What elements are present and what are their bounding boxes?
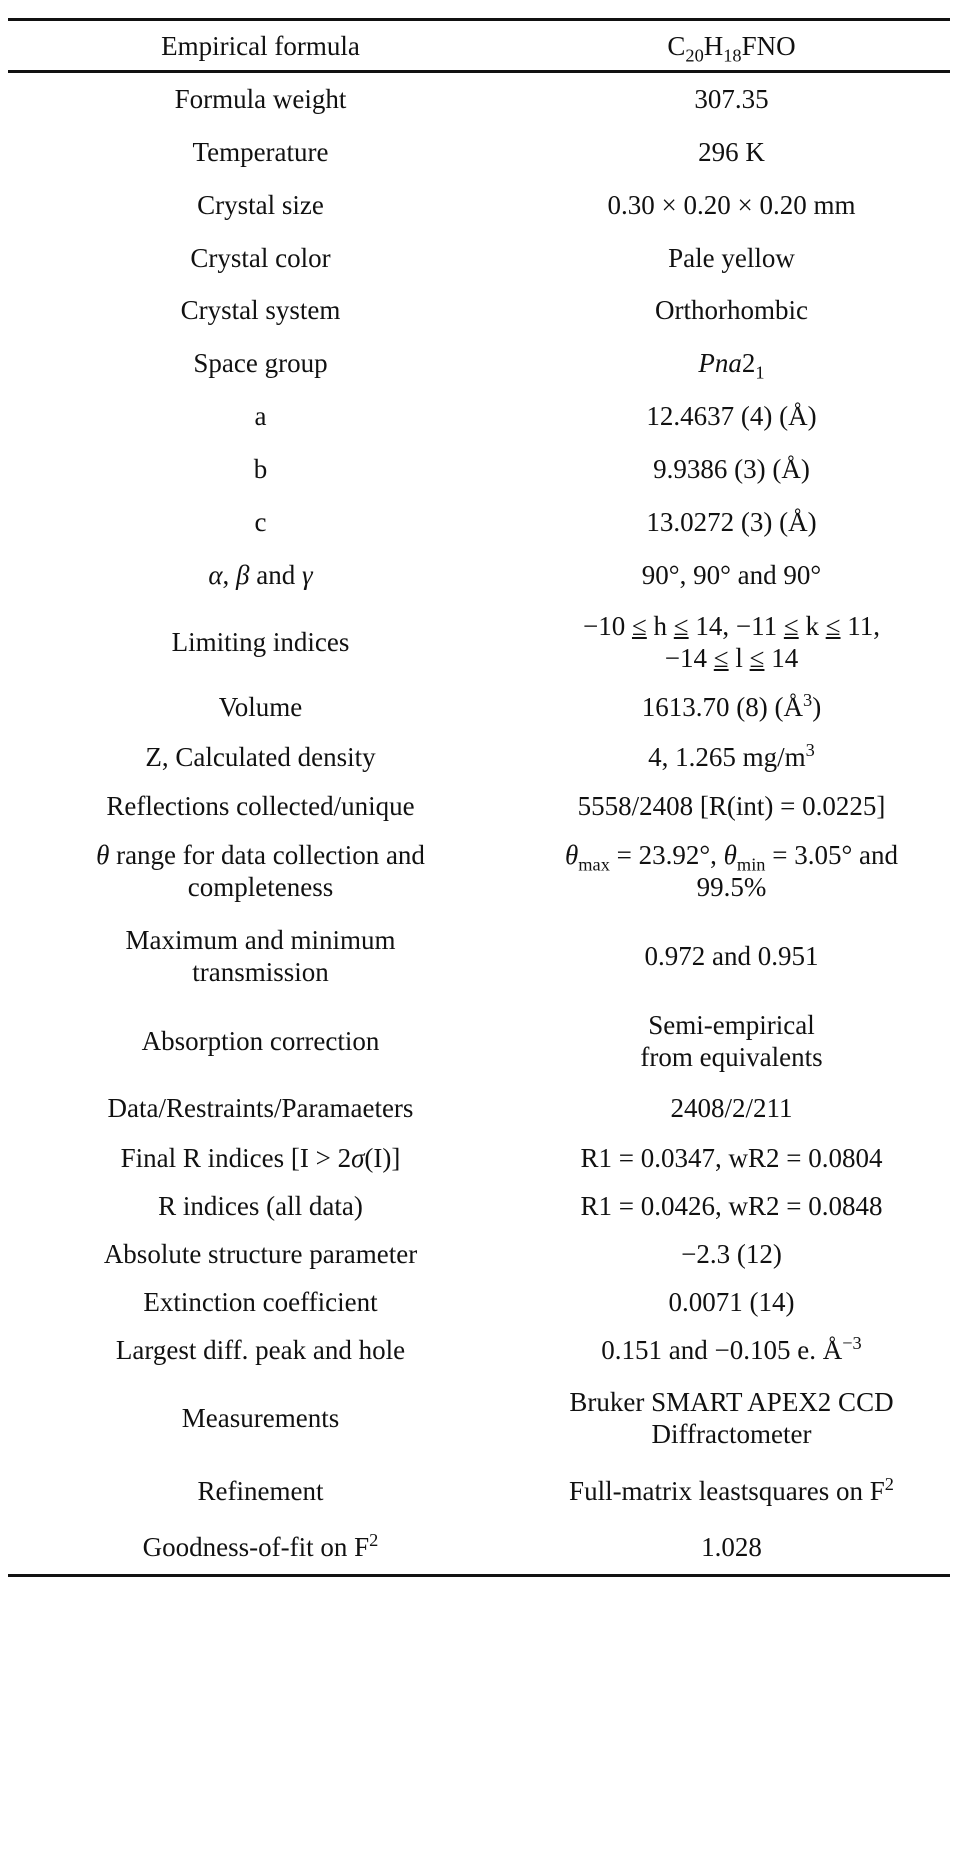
- table-row: [8, 1134, 950, 1182]
- row-label: Space group: [193, 348, 328, 378]
- table-row: [8, 72, 950, 126]
- table-row: [8, 1230, 950, 1278]
- table-row: [8, 284, 950, 337]
- row-label: α, β and γ: [208, 560, 313, 590]
- row-label: Goodness-of-fit on $F^2$: [142, 1529, 379, 1562]
- table-row: [8, 1520, 950, 1576]
- header-row: [8, 20, 950, 72]
- table-row: [8, 1278, 950, 1326]
- row-value: Orthorhombic: [655, 295, 808, 325]
- row-label: Data/Restraints/Paramaeters: [107, 1092, 414, 1123]
- row-label: Maximum and minimum transmission: [125, 924, 396, 987]
- crystal-data-table-wrapper: [8, 18, 950, 1577]
- table-row: [8, 549, 950, 602]
- row-value: Full-matrix leastsquares on $F^2$: [569, 1473, 894, 1506]
- row-label: Temperature: [192, 137, 329, 167]
- row-value: −10 ≤ h ≤ 14, −11 ≤ k ≤ 11, −14 ≤ l ≤ 14: [582, 610, 881, 673]
- table-row: [8, 782, 950, 830]
- row-label: R indices (all data): [158, 1190, 363, 1221]
- table-row: [8, 1374, 950, 1462]
- row-label: Z, Calculated density: [145, 741, 376, 772]
- table-row: [8, 912, 950, 1000]
- table-row: [8, 443, 950, 496]
- row-value: Pale yellow: [668, 242, 795, 273]
- row-value: $\theta_{max} = 23.92^\circ$, $\theta_{min} = 3.05^\circ$ and 99.5%: [565, 839, 898, 902]
- table-row: [8, 732, 950, 782]
- table-row: [8, 830, 950, 912]
- row-label: Absolute structure parameter: [103, 1238, 418, 1269]
- row-value: R1 = 0.0347, wR2 = 0.0804: [580, 1142, 883, 1173]
- table-row: [8, 390, 950, 443]
- row-value: 296 K: [698, 137, 765, 167]
- table-row: [8, 337, 950, 390]
- row-label: θ range for data collection and completeness: [96, 839, 425, 902]
- row-label: Limiting indices: [171, 626, 350, 657]
- table-row: [8, 602, 950, 682]
- row-value: 5558/2408 [R(int) = 0.0225]: [577, 790, 886, 821]
- table-row: [8, 1462, 950, 1520]
- row-value: 0.30 × 0.20 × 0.20 mm: [607, 190, 856, 220]
- row-value: 307.35: [694, 84, 769, 115]
- row-label: Final R indices [I > 2σ(I)]: [120, 1142, 401, 1173]
- row-label: Volume: [218, 691, 303, 722]
- table-row: [8, 682, 950, 732]
- row-value: 4, 1.265 $mg/m^3$: [648, 739, 815, 772]
- row-value: −2.3 (12): [681, 1238, 782, 1269]
- row-label: Absorption correction: [141, 1025, 380, 1056]
- table-body: [8, 72, 950, 1576]
- table-row: [8, 232, 950, 284]
- row-value: Semi-empirical from equivalents: [640, 1009, 823, 1072]
- row-value: 90°, 90° and 90°: [641, 560, 822, 590]
- row-label: Largest diff. peak and hole: [115, 1334, 406, 1365]
- row-label: c: [254, 507, 267, 537]
- row-value: $Pna2_1$: [698, 348, 765, 383]
- row-label: Crystal color: [190, 242, 331, 273]
- row-value: 2408/2/211: [670, 1092, 793, 1123]
- table-row: [8, 179, 950, 232]
- table-row: [8, 1000, 950, 1082]
- row-value: 0.151 and −0.105 e. $Å^{-3}$: [601, 1332, 862, 1365]
- row-value: 12.4637 (4) (Å): [646, 401, 817, 431]
- row-value: Bruker SMART APEX2 CCD Diffractometer: [569, 1386, 894, 1449]
- row-label: Crystal system: [180, 295, 341, 325]
- row-label: b: [253, 454, 268, 484]
- row-value: 13.0272 (3) (Å): [646, 507, 817, 537]
- row-label: Crystal size: [197, 190, 324, 220]
- table-row: [8, 126, 950, 179]
- row-value: 0.972 and 0.951: [644, 940, 819, 971]
- crystal-data-table: [8, 18, 950, 1577]
- row-label: Reflections collected/unique: [106, 790, 415, 821]
- header-label: Empirical formula: [161, 30, 360, 61]
- row-label: a: [254, 401, 267, 431]
- header-formula: $C_{20}H_{18}FNO$: [667, 30, 796, 65]
- row-label: Refinement: [197, 1475, 324, 1506]
- row-label: Formula weight: [174, 84, 347, 115]
- table-row: [8, 1082, 950, 1134]
- row-value: 9.9386 (3) (Å): [653, 454, 810, 484]
- table-header: [8, 20, 950, 72]
- row-label: Extinction coefficient: [143, 1286, 378, 1317]
- table-row: [8, 1326, 950, 1374]
- row-value: R1 = 0.0426, wR2 = 0.0848: [580, 1190, 883, 1221]
- row-value: 1613.70 (8) $(Å^3)$: [641, 689, 822, 722]
- table-row: [8, 496, 950, 549]
- row-label: Measurements: [181, 1402, 340, 1433]
- row-value: 0.0071 (14): [668, 1286, 795, 1317]
- table-row: [8, 1182, 950, 1230]
- row-value: 1.028: [701, 1531, 762, 1562]
